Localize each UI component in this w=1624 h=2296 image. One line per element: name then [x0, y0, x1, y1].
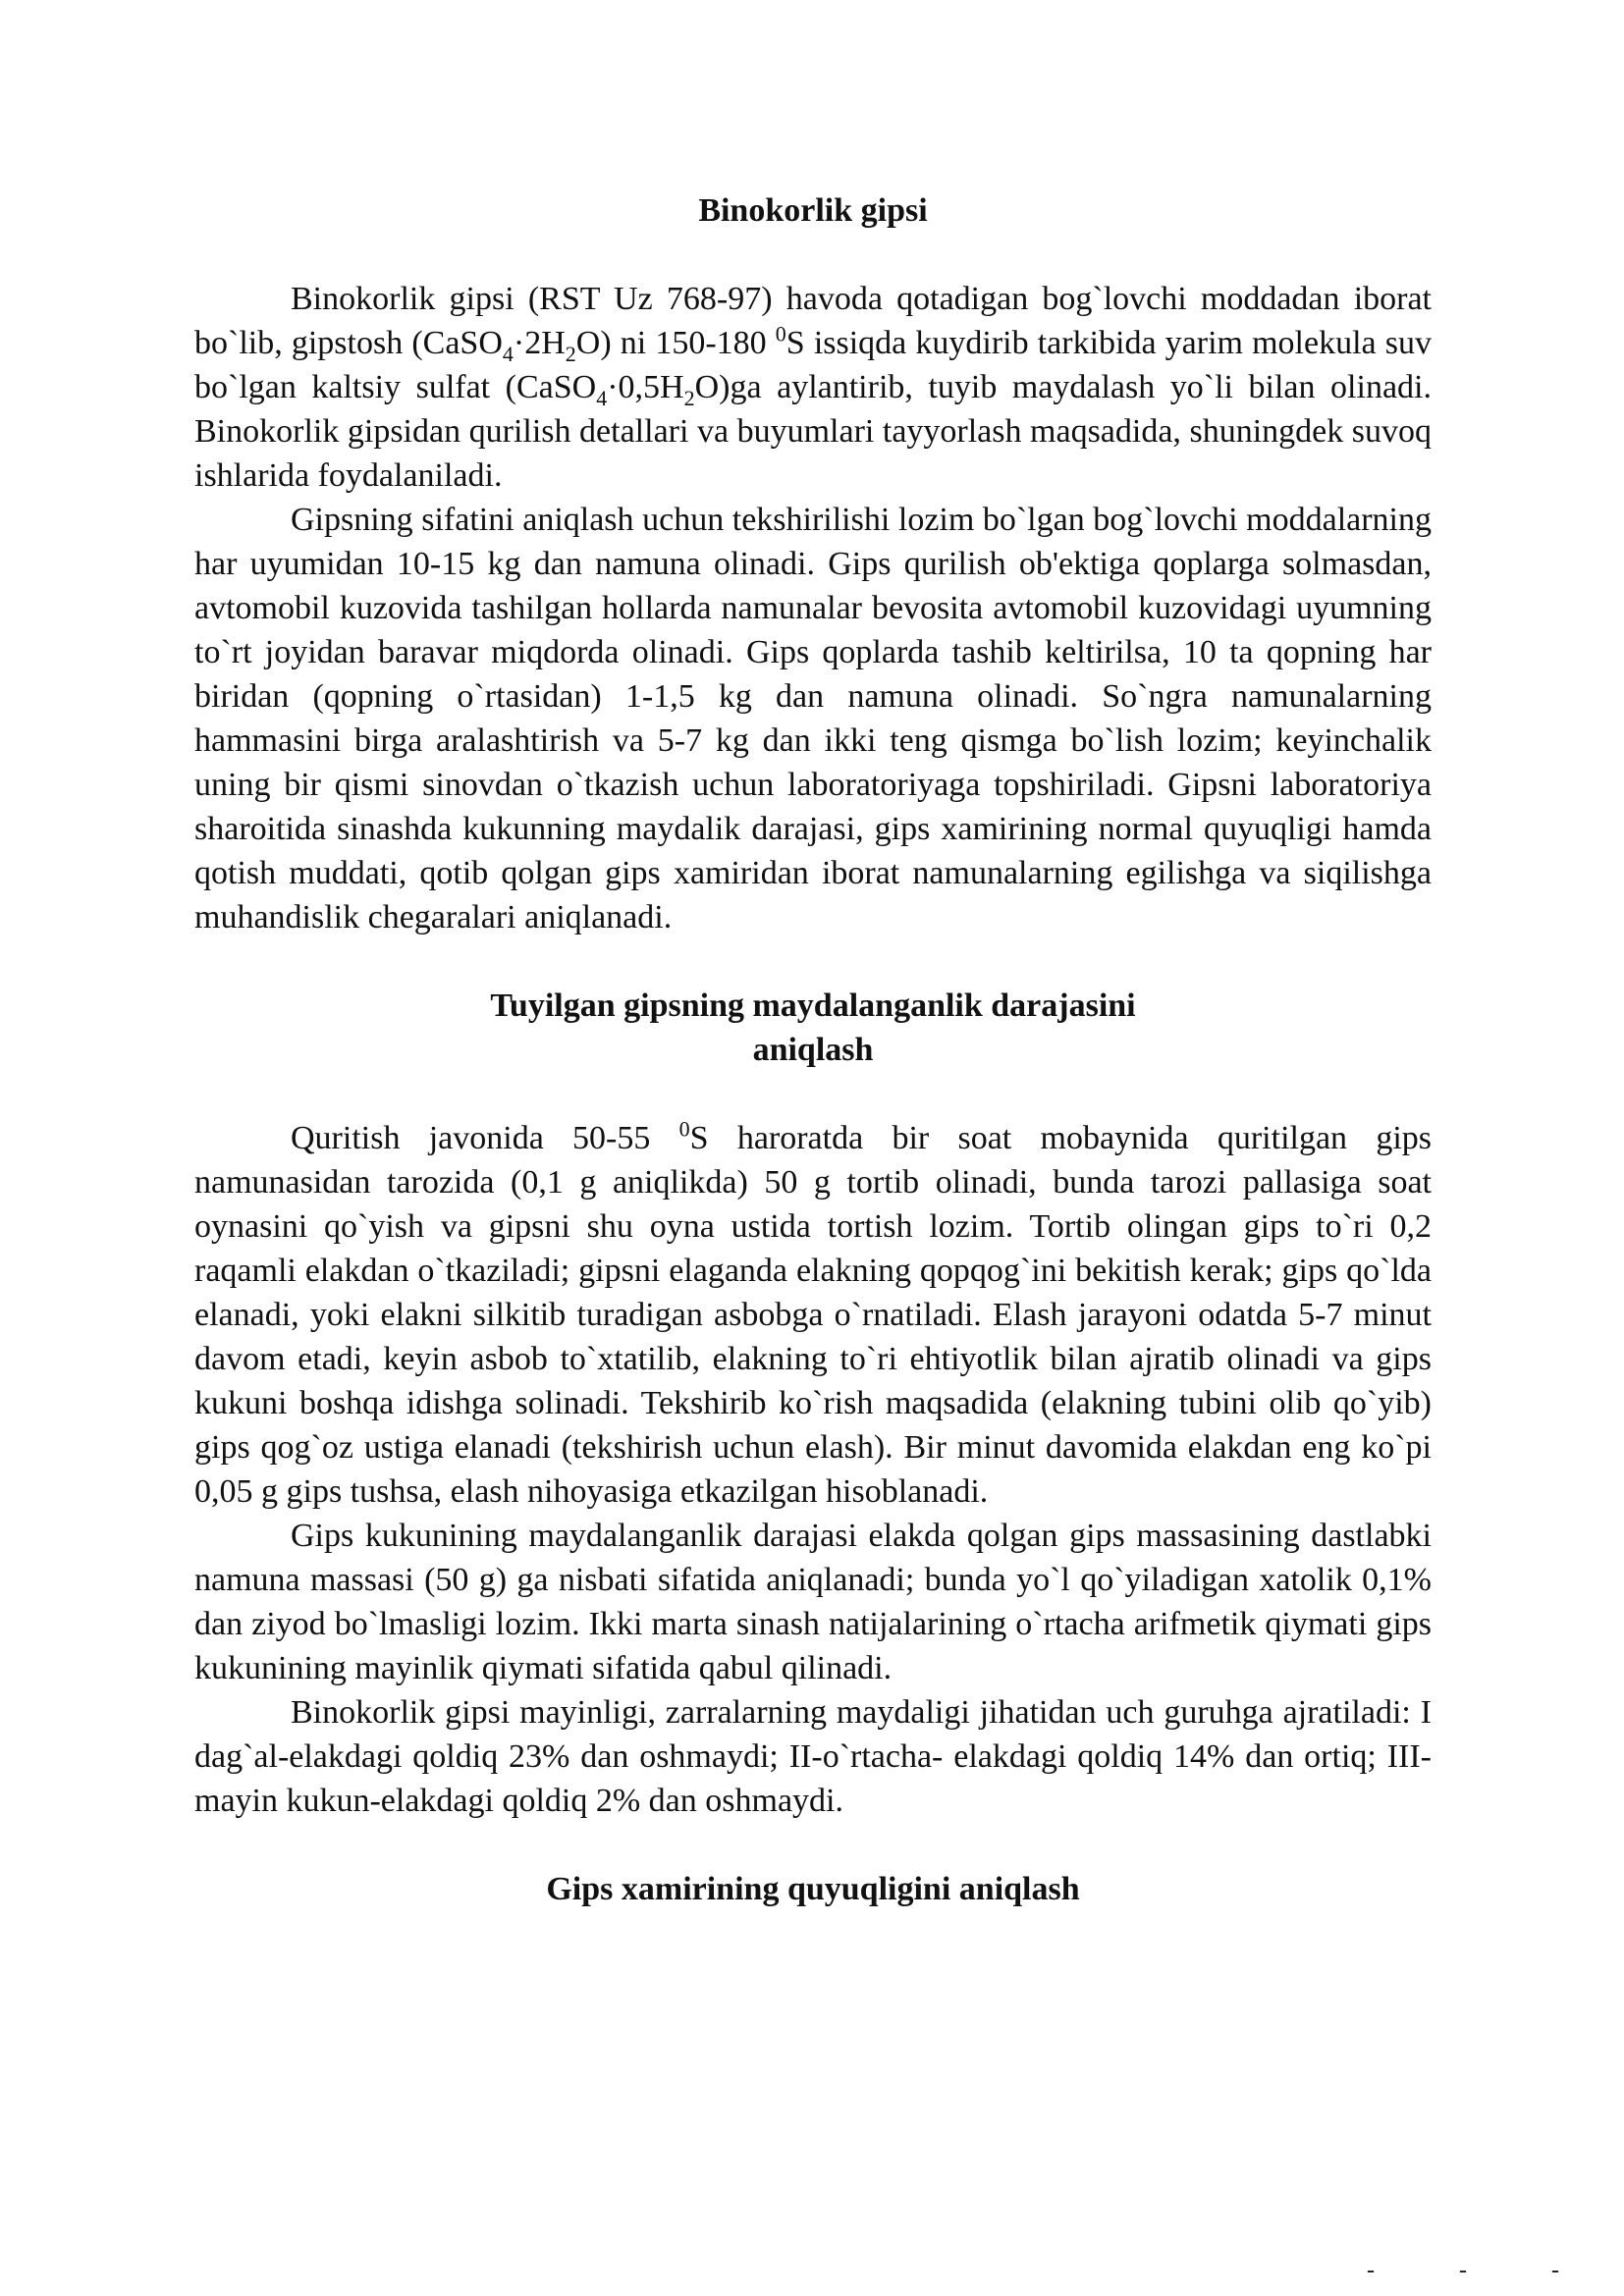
paragraph-sampling: Gipsning sifatini aniqlash uchun tekshirilishi lozim bo`lgan bog`lovchi moddalarning har uyumidan 10-15 kg dan namuna olinadi. Gips qurilish ob'ektiga qoplarga solmasdan, avtomobil kuzovida tashilgan hollarda namunalar bevosita avtomobil kuzovidagi uyumning to`rt joyidan baravar miqdorda olinadi. Gips qoplarda tashib keltirilsa, 10 ta qopning har biridan (qopning o`rtasidan) 1-1,5 kg dan namuna olinadi. So`ngra namunalarning hammasini birga aralashtirish va 5-7 kg dan ikki teng qismga bo`lish lozim; keyinchalik uning bir qismi sinovdan o`tkazish uchun laboratoriyaga topshiriladi. Gipsni laboratoriya sharoitida sinashda kukunning maydalik darajasi, gips xamirining normal quyuqligi hamda qotish muddati, qotib qolgan gips xamiridan iborat namunalarning egilishga va siqilishga muhandislik chegaralari aniqlanadi.: [194, 502, 1432, 935]
paragraph-fineness-degree: Gips kukunining maydalanganlik darajasi elakda qolgan gips massasining dastlabki namuna massasi (50 g) ga nisbati sifatida aniqlanadi; bunda yo`l qo`yiladigan xatolik 0,1% dan ziyod bo`lmasligi lozim. Ikki marta sinash natijalarining o`rtacha arifmetik qiymati gips kukunining mayinlik qiymati sifatida qabul qilinadi.: [194, 1518, 1432, 1686]
section-title-binokorlik-gipsi: Binokorlik gipsi: [698, 192, 928, 229]
spacer: [194, 233, 1432, 277]
spacer: [194, 1072, 1432, 1116]
paragraph-intro: Binokorlik gipsi (RST Uz 768-97) havoda qotadigan bog`lovchi moddadan iborat bo`lib, gipstosh $(CaSO_4\cdot 2H_2O)$ ni 150-180 $^0$S issiqda kuydirib tarkibida yarim molekula suv bo`lgan kaltsiy sulfat $(CaSO_4\cdot 0,5H_2O)ga$ aylantirib, tuyib maydalash yo`li bilan olinadi. Binokorlik gipsidan qurilish detallari va buyumlari tayyorlash maqsadida, shuningdek suvoq ishlarida foydalaniladi.: [194, 281, 1432, 494]
section-title-maydalanganlik-line1: Tuyilgan gipsning maydalanganlik darajasini: [490, 988, 1136, 1024]
paragraph-drying-sieving: Quritish javonida 50-55 $^0$S haroratda bir soat mobaynida quritilgan gips namunasidan tarozida (0,1 g aniqlikda) 50 g tortib olinadi, bunda tarozi pallasiga soat oynasini qo`yish va gipsni shu oyna ustida tortish lozim. Tortib olingan gips to`ri 0,2 raqamli elakdan o`tkaziladi; gipsni elaganda elakning qopqog`ini bekitish kerak; gips qo`lda elanadi, yoki elakni silkitib turadigan asbobga o`rnatiladi. Elash jarayoni odatda 5-7 minut davom etadi, keyin asbob to`xtatilib, elakning to`ri ehtiyotlik bilan ajratib olinadi va gips kukuni boshqa idishga solinadi. Tekshirib ko`rish maqsadida (elakning tubini olib qo`yib) gips qog`oz ustiga elanadi (tekshirish uchun elash). Bir minut davomida elakdan eng ko`pi 0,05 g gips tushsa, elash nihoyasiga etkazilgan hisoblanadi.: [194, 1116, 1432, 1510]
section-title-quyuqlik: Gips xamirining quyuqligini aniqlash: [546, 1871, 1080, 1907]
spacer: [194, 1823, 1432, 1867]
paragraph-fineness-groups: Binokorlik gipsi mayinligi, zarralarning maydaligi jihatidan uch guruhga ajratiladi: I dag`al-elakdagi qoldiq 23% dan oshmaydi; II-o`rtacha- elakdagi qoldiq 14% dan ortiq; III-mayin kukun-elakdagi qoldiq 2% dan oshmaydi.: [194, 1694, 1432, 1819]
section-title-maydalanganlik-line2: aniqlash: [752, 1032, 874, 1068]
spacer: [194, 939, 1432, 984]
footer-marks: - - -: [1367, 2258, 1598, 2283]
document-page: [194, 188, 1432, 1911]
